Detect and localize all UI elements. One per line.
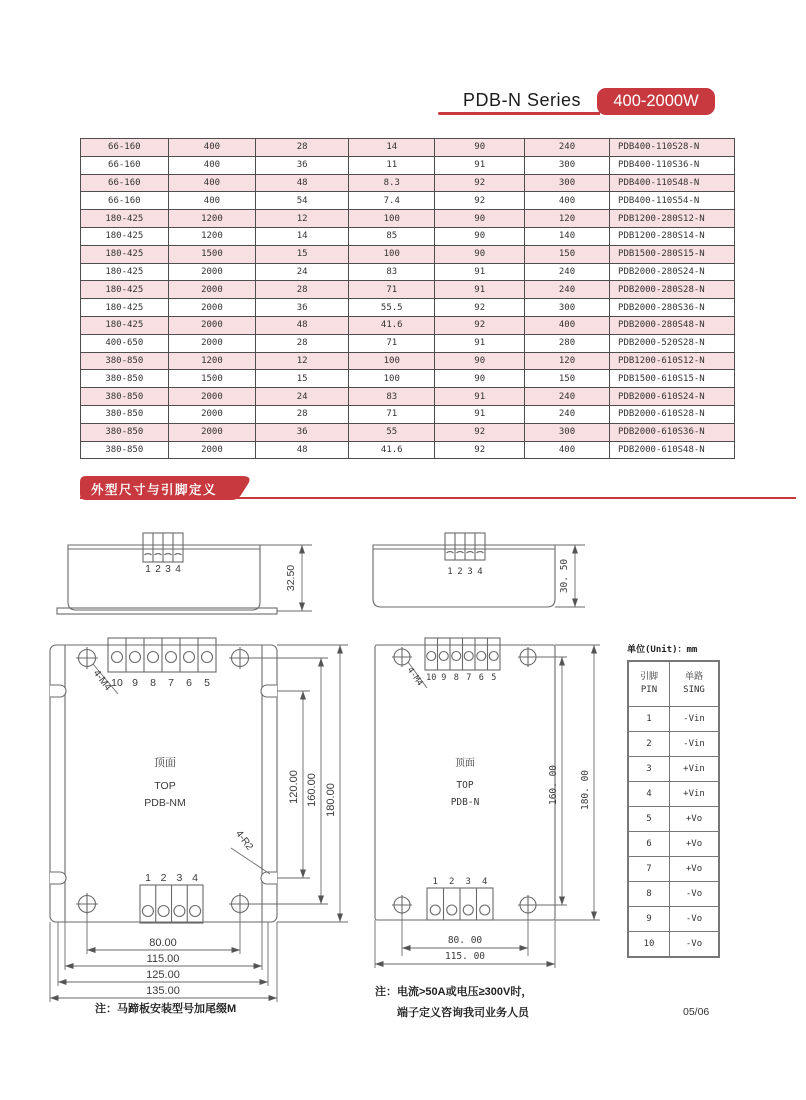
width-dimension: 80. 00: [447, 935, 483, 946]
width-dimension: 125.00: [146, 969, 180, 981]
spec-cell: 91: [435, 263, 525, 281]
pin-table-body: [628, 707, 719, 958]
spec-cell: 2000: [168, 441, 256, 459]
terminal-number: 7: [168, 677, 174, 689]
pin-row: [628, 757, 719, 782]
face-label-en: TOP: [456, 780, 474, 791]
spec-row: [81, 156, 735, 174]
spec-cell: 48: [256, 441, 349, 459]
spec-cell: 1500: [168, 245, 256, 263]
terminal-note-line1: 注：电流>50A或电压≥300V时，: [375, 986, 533, 998]
spec-table-body: [81, 139, 735, 459]
spec-cell: 85: [349, 227, 435, 245]
terminal-number: 4: [482, 877, 488, 887]
pin-row: [628, 732, 719, 757]
spec-cell: 380-850: [81, 441, 169, 459]
pin-row: [628, 832, 719, 857]
pin-number-cell: 10: [628, 932, 670, 958]
signal-cell: -Vo: [670, 882, 720, 907]
spec-cell: 300: [525, 156, 610, 174]
spec-cell: 1200: [168, 352, 256, 370]
spec-row: [81, 423, 735, 441]
page-title: PDB-N Series: [463, 90, 582, 110]
spec-cell: 12: [256, 210, 349, 228]
baseplate: [57, 608, 277, 614]
terminal-number: 9: [441, 673, 447, 683]
part-number-cell: PDB1500-280S15-N: [610, 245, 735, 263]
spec-cell: 24: [256, 263, 349, 281]
pin-number-cell: 2: [628, 732, 670, 757]
spec-cell: 180-425: [81, 210, 169, 228]
terminal-number: 2: [449, 877, 455, 887]
spec-cell: 1200: [168, 210, 256, 228]
spec-cell: 91: [435, 388, 525, 406]
spec-cell: 400: [525, 441, 610, 459]
width-dimension: 115. 00: [444, 951, 486, 962]
terminal-number: 10: [111, 677, 123, 689]
terminal-number: 8: [453, 673, 459, 683]
face-label-en: TOP: [154, 780, 176, 792]
top-view-right-drawing: [363, 630, 608, 970]
part-number-cell: PDB400-110S36-N: [610, 156, 735, 174]
terminal-number: 8: [150, 677, 156, 689]
spec-row: [81, 174, 735, 192]
pin-number-cell: 1: [628, 707, 670, 732]
spec-cell: 2000: [168, 263, 256, 281]
signal-header-en: SING: [683, 685, 705, 695]
module-body: [68, 545, 260, 610]
part-number-cell: PDB2000-280S36-N: [610, 299, 735, 317]
spec-cell: 36: [256, 156, 349, 174]
spec-cell: 240: [525, 263, 610, 281]
spec-row: [81, 352, 735, 370]
terminal-number: 6: [478, 673, 484, 683]
spec-row: [81, 388, 735, 406]
spec-row: [81, 263, 735, 281]
spec-cell: 55: [349, 423, 435, 441]
spec-cell: 300: [525, 299, 610, 317]
spec-cell: 7.4: [349, 192, 435, 210]
face-label-cn: 顶面: [154, 757, 176, 769]
terminal-number: 3: [176, 872, 183, 884]
spec-cell: 66-160: [81, 156, 169, 174]
spec-cell: 92: [435, 174, 525, 192]
spec-cell: 83: [349, 388, 435, 406]
spec-cell: 66-160: [81, 192, 169, 210]
spec-row: [81, 210, 735, 228]
spec-cell: 91: [435, 281, 525, 299]
spec-cell: 14: [256, 227, 349, 245]
spec-cell: 400: [168, 156, 256, 174]
spec-cell: 90: [435, 352, 525, 370]
spec-row: [81, 441, 735, 459]
spec-cell: 28: [256, 405, 349, 423]
terminal-note-line2: 端子定义咨询我司业务人员: [397, 1006, 529, 1019]
pin-number-cell: 9: [628, 907, 670, 932]
spec-cell: 91: [435, 156, 525, 174]
spec-cell: 41.6: [349, 441, 435, 459]
width-dimension: 115.00: [146, 953, 180, 965]
pin-number-cell: 6: [628, 832, 670, 857]
signal-cell: +Vin: [670, 782, 720, 807]
pin-header-en: PIN: [640, 685, 658, 695]
signal-cell: +Vo: [670, 807, 720, 832]
pin-number: 4: [477, 567, 483, 577]
spec-cell: 400-650: [81, 334, 169, 352]
part-number-cell: PDB400-110S48-N: [610, 174, 735, 192]
spec-cell: 92: [435, 192, 525, 210]
spec-cell: 2000: [168, 405, 256, 423]
terminal-number: 5: [204, 677, 210, 689]
terminal-connector: [445, 533, 485, 560]
spec-cell: 90: [435, 139, 525, 157]
spec-cell: 380-850: [81, 423, 169, 441]
top-view-left-drawing: [38, 630, 368, 1010]
spec-cell: 100: [349, 210, 435, 228]
terminal-number: 6: [186, 677, 192, 689]
spec-cell: 55.5: [349, 299, 435, 317]
terminal-note: [375, 982, 532, 1024]
signal-cell: -Vo: [670, 932, 720, 958]
spec-row: [81, 245, 735, 263]
spec-cell: 83: [349, 263, 435, 281]
spec-cell: 120: [525, 210, 610, 228]
title-underline: [438, 112, 600, 115]
width-dimension: 135.00: [146, 985, 180, 997]
pin-header-cn: 引脚: [639, 671, 658, 682]
signal-header-cn: 单路: [684, 671, 703, 682]
spec-cell: 91: [435, 334, 525, 352]
spec-row: [81, 299, 735, 317]
pin-definition-block: [627, 642, 723, 958]
signal-cell: +Vo: [670, 857, 720, 882]
spec-cell: 150: [525, 245, 610, 263]
spec-cell: 280: [525, 334, 610, 352]
part-number-cell: PDB2000-610S24-N: [610, 388, 735, 406]
spec-cell: 100: [349, 352, 435, 370]
spec-cell: 180-425: [81, 263, 169, 281]
spec-cell: 24: [256, 388, 349, 406]
part-number-cell: PDB1200-280S12-N: [610, 210, 735, 228]
spec-cell: 380-850: [81, 405, 169, 423]
page-number: 05/06: [683, 1006, 710, 1018]
pin-column-header: [628, 661, 670, 707]
spec-row: [81, 370, 735, 388]
pin-number-cell: 7: [628, 857, 670, 882]
spec-cell: 180-425: [81, 281, 169, 299]
spec-cell: 380-850: [81, 352, 169, 370]
spec-cell: 400: [525, 316, 610, 334]
spec-row: [81, 192, 735, 210]
part-number-cell: PDB2000-610S28-N: [610, 405, 735, 423]
signal-column-header: [670, 661, 720, 707]
pin-row: [628, 857, 719, 882]
spec-cell: 66-160: [81, 139, 169, 157]
pin-row: [628, 782, 719, 807]
spec-cell: 54: [256, 192, 349, 210]
part-number-cell: PDB1200-280S14-N: [610, 227, 735, 245]
pin-row: [628, 707, 719, 732]
pin-row: [628, 907, 719, 932]
spec-cell: 180-425: [81, 316, 169, 334]
pin-number-cell: 8: [628, 882, 670, 907]
spec-row: [81, 139, 735, 157]
spec-cell: 380-850: [81, 370, 169, 388]
terminal-number: 7: [466, 673, 472, 683]
terminal-number: 4: [192, 872, 199, 884]
pin-number-cell: 4: [628, 782, 670, 807]
width-dimension: 80.00: [149, 937, 177, 949]
spec-cell: 2000: [168, 316, 256, 334]
spec-cell: 1500: [168, 370, 256, 388]
part-number-cell: PDB2000-280S24-N: [610, 263, 735, 281]
signal-cell: -Vin: [670, 732, 720, 757]
pin-number: 1: [145, 564, 151, 575]
spec-cell: 240: [525, 405, 610, 423]
power-range-badge: 400-2000W: [597, 88, 715, 115]
spec-cell: 240: [525, 139, 610, 157]
pin-row: [628, 932, 719, 958]
side-view-right-drawing: [363, 532, 603, 627]
spec-cell: 36: [256, 423, 349, 441]
spec-cell: 1200: [168, 227, 256, 245]
spec-cell: 66-160: [81, 174, 169, 192]
part-number-cell: PDB2000-280S48-N: [610, 316, 735, 334]
spec-cell: 28: [256, 281, 349, 299]
spec-cell: 36: [256, 299, 349, 317]
spec-cell: 28: [256, 334, 349, 352]
spec-row: [81, 227, 735, 245]
height-dimension: 180. 00: [580, 769, 591, 811]
spec-cell: 91: [435, 405, 525, 423]
height-dimension: 160.00: [306, 773, 318, 807]
spec-cell: 71: [349, 281, 435, 299]
spec-table: [80, 138, 735, 459]
spec-cell: 2000: [168, 423, 256, 441]
signal-cell: +Vin: [670, 757, 720, 782]
spec-cell: 92: [435, 441, 525, 459]
spec-cell: 240: [525, 281, 610, 299]
height-dimension: 180.00: [325, 783, 337, 817]
spec-cell: 240: [525, 388, 610, 406]
corner-radius-label: 4-R2: [233, 828, 255, 853]
spec-cell: 28: [256, 139, 349, 157]
spec-cell: 120: [525, 352, 610, 370]
part-number-cell: PDB2000-610S36-N: [610, 423, 735, 441]
spec-cell: 92: [435, 423, 525, 441]
height-dimension: 120.00: [288, 770, 300, 804]
pin-number-cell: 5: [628, 807, 670, 832]
screw-spec-label: 4-M4: [404, 665, 425, 689]
spec-cell: 2000: [168, 299, 256, 317]
spec-cell: 15: [256, 370, 349, 388]
spec-cell: 400: [168, 192, 256, 210]
pin-row: [628, 882, 719, 907]
spec-cell: 90: [435, 227, 525, 245]
part-number-cell: PDB1200-610S12-N: [610, 352, 735, 370]
terminal-number: 5: [491, 673, 497, 683]
spec-cell: 180-425: [81, 299, 169, 317]
terminal-number: 2: [160, 872, 167, 884]
spec-cell: 90: [435, 210, 525, 228]
pin-number: 2: [457, 567, 463, 577]
spec-cell: 300: [525, 423, 610, 441]
top-terminal-block: [425, 638, 500, 670]
module-body: [373, 545, 555, 607]
spec-cell: 12: [256, 352, 349, 370]
spec-cell: 92: [435, 299, 525, 317]
spec-cell: 92: [435, 316, 525, 334]
spec-row: [81, 334, 735, 352]
signal-cell: -Vo: [670, 907, 720, 932]
model-label: PDB-N: [450, 797, 480, 808]
spec-cell: 400: [168, 174, 256, 192]
terminal-number: 10: [426, 673, 437, 683]
spec-cell: 11: [349, 156, 435, 174]
spec-cell: 8.3: [349, 174, 435, 192]
pin-number: 3: [165, 564, 171, 575]
signal-cell: -Vin: [670, 707, 720, 732]
spec-row: [81, 316, 735, 334]
spec-cell: 100: [349, 370, 435, 388]
terminal-number: 9: [132, 677, 138, 689]
spec-cell: 90: [435, 370, 525, 388]
height-dimension: 160. 00: [548, 764, 559, 806]
spec-row: [81, 405, 735, 423]
bottom-terminal-block: [427, 888, 493, 920]
spec-cell: 400: [525, 192, 610, 210]
pin-table: [627, 660, 720, 958]
terminal-number: 1: [145, 872, 151, 884]
section-title: 外型尺寸与引脚定义: [91, 483, 218, 497]
spec-cell: 180-425: [81, 245, 169, 263]
part-number-cell: PDB1500-610S15-N: [610, 370, 735, 388]
spec-cell: 71: [349, 405, 435, 423]
part-number-cell: PDB2000-280S28-N: [610, 281, 735, 299]
spec-cell: 48: [256, 174, 349, 192]
spec-cell: 400: [168, 139, 256, 157]
spec-cell: 100: [349, 245, 435, 263]
spec-cell: 90: [435, 245, 525, 263]
pin-row: [628, 807, 719, 832]
terminal-number: 3: [465, 877, 471, 887]
unit-label: 单位(Unit)：mm: [627, 645, 698, 655]
pin-number: 4: [175, 564, 181, 575]
top-terminal-block: [108, 638, 216, 672]
screw-spec-label: 4-M4: [90, 668, 114, 693]
spec-row: [81, 281, 735, 299]
height-dimension: 32.50: [285, 564, 297, 592]
terminal-number: 1: [432, 877, 438, 887]
pin-number: 1: [447, 567, 453, 577]
spec-cell: 150: [525, 370, 610, 388]
spec-cell: 41.6: [349, 316, 435, 334]
spec-cell: 380-850: [81, 388, 169, 406]
bottom-terminal-block: [140, 885, 203, 923]
spec-cell: 14: [349, 139, 435, 157]
pin-number: 3: [467, 567, 473, 577]
spec-cell: 140: [525, 227, 610, 245]
part-number-cell: PDB2000-610S48-N: [610, 441, 735, 459]
pin-number: 2: [155, 564, 161, 575]
part-number-cell: PDB400-110S28-N: [610, 139, 735, 157]
part-number-cell: PDB400-110S54-N: [610, 192, 735, 210]
spec-cell: 48: [256, 316, 349, 334]
face-label-cn: 顶面: [455, 758, 475, 769]
height-dimension: 30. 50: [559, 558, 570, 594]
spec-cell: 2000: [168, 388, 256, 406]
terminal-connector: [143, 533, 183, 562]
spec-cell: 2000: [168, 334, 256, 352]
spec-cell: 71: [349, 334, 435, 352]
side-view-left-drawing: [40, 532, 325, 627]
part-number-cell: PDB2000-520S28-N: [610, 334, 735, 352]
pin-number-cell: 3: [628, 757, 670, 782]
corner-leader: [231, 848, 270, 874]
spec-cell: 300: [525, 174, 610, 192]
model-label: PDB-NM: [144, 797, 186, 809]
mounting-note: 注：马蹄板安装型号加尾缀M: [95, 1003, 237, 1015]
spec-cell: 15: [256, 245, 349, 263]
spec-cell: 2000: [168, 281, 256, 299]
signal-cell: +Vo: [670, 832, 720, 857]
spec-cell: 180-425: [81, 227, 169, 245]
